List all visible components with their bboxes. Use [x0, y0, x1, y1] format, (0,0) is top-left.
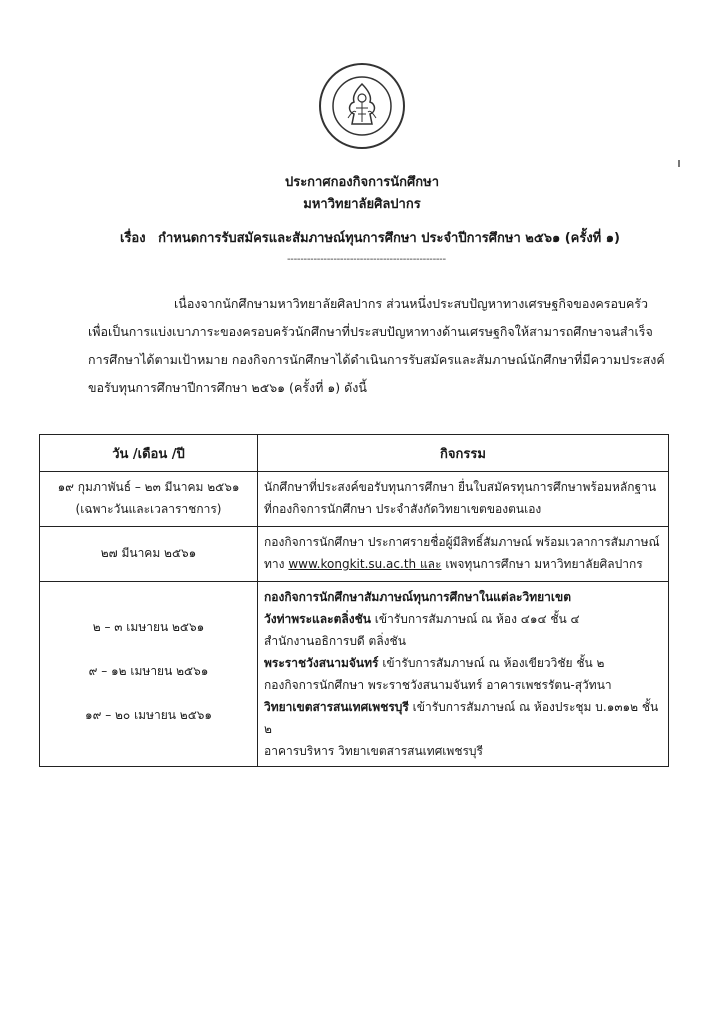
- activity-heading: กองกิจการนักศึกษาสัมภาษณ์ทุนการศึกษาในแต่ละวิทยาเขต: [264, 590, 572, 604]
- campus-name: พระราชวังสนามจันทร์: [264, 656, 379, 670]
- campus-detail: เข้ารับการสัมภาษณ์ ณ ห้องเขียววิชัย ชั้น ๒: [382, 656, 605, 670]
- header-divider: ------------------------------------------------: [287, 254, 446, 265]
- column-header-activity: กิจกรรม: [258, 435, 669, 472]
- campus-detail: เข้ารับการสัมภาษณ์ ณ ห้อง ๔๑๔ ชั้น ๔: [374, 612, 580, 626]
- campus-place: อาคารบริหาร วิทยาเขตสารสนเทศเพชรบุรี: [264, 744, 483, 758]
- date-text: ๑๙ – ๒๐ เมษายน ๒๕๖๑: [84, 708, 213, 722]
- campus-detail: เข้ารับการสัมภาษณ์ ณ ห้องประชุม บ.๑๓๑๒ ชั้น ๒: [264, 700, 659, 736]
- activity-cell: [258, 582, 669, 767]
- activity-cell: [258, 527, 669, 582]
- subject-text: กำหนดการรับสมัครและสัมภาษณ์ทุนการศึกษา ประจำปีการศึกษา ๒๕๖๑ (ครั้งที่ ๑): [158, 231, 620, 246]
- table-row: [40, 527, 669, 582]
- table-row: [40, 582, 669, 767]
- activity-text: นักศึกษาที่ประสงค์ขอรับทุนการศึกษา ยื่นใบสมัครทุนการศึกษาพร้อมหลักฐาน: [264, 480, 657, 494]
- date-cell: [40, 472, 258, 527]
- campus-entry: [264, 608, 662, 630]
- paragraph-line: ขอรับทุนการศึกษาปีการศึกษา ๒๕๖๑ (ครั้งที่ ๑) ดังนี้: [88, 380, 367, 395]
- date-text: ๒๗ มีนาคม ๒๕๖๑: [100, 546, 197, 560]
- university-name: มหาวิทยาลัยศิลปากร: [303, 197, 421, 212]
- subject-label: เรื่อง: [120, 231, 146, 246]
- scan-mark: [678, 160, 680, 167]
- date-note: (เฉพาะวันและเวลาราชการ): [75, 502, 222, 516]
- seal-emblem-icon: [318, 62, 406, 150]
- activity-suffix: เพจทุนการศึกษา มหาวิทยาลัยศิลปากร: [445, 557, 643, 571]
- paragraph-line: การศึกษาได้ตามเป้าหมาย กองกิจการนักศึกษาได้ดำเนินการรับสมัครและสัมภาษณ์นักศึกษาที่มีความประสงค์: [88, 352, 665, 367]
- activity-text: กองกิจการนักศึกษา ประกาศรายชื่อผู้มีสิทธิ์สัมภาษณ์ พร้อมเวลาการสัมภาษณ์: [264, 535, 660, 549]
- table-header-row: [40, 435, 669, 472]
- date-text: ๒ – ๓ เมษายน ๒๕๖๑: [92, 620, 205, 634]
- date-text: ๙ – ๑๒ เมษายน ๒๕๖๑: [88, 664, 209, 678]
- date-text: ๑๙ กุมภาพันธ์ – ๒๓ มีนาคม ๒๕๖๑: [57, 480, 240, 494]
- campus-entry: [264, 652, 662, 674]
- campus-name: วังท่าพระและตลิ่งชัน: [264, 612, 371, 626]
- schedule-table: [39, 434, 669, 767]
- website-link[interactable]: www.kongkit.su.ac.th และ: [288, 557, 442, 571]
- subject-line: [120, 228, 680, 250]
- date-cell: [40, 582, 258, 767]
- campus-place: กองกิจการนักศึกษา พระราชวังสนามจันทร์ อาคารเพชรรัตน-สุวัทนา: [264, 678, 612, 692]
- activity-prefix: ทาง: [264, 557, 285, 571]
- campus-name: วิทยาเขตสารสนเทศเพชรบุรี: [264, 700, 409, 714]
- university-seal: [318, 62, 406, 150]
- table-row: [40, 472, 669, 527]
- activity-text-with-link: [264, 553, 662, 575]
- paragraph-line: เพื่อเป็นการแบ่งเบาภาระของครอบครัวนักศึกษาที่ประสบปัญหาทางด้านเศรษฐกิจให้สามารถศึกษาจนสำเร็จ: [88, 324, 653, 339]
- intro-paragraph: [88, 290, 668, 402]
- activity-text: ที่กองกิจการนักศึกษา ประจำสังกัดวิทยาเขตของตนเอง: [264, 502, 542, 516]
- paragraph-line: เนื่องจากนักศึกษามหาวิทยาลัยศิลปากร ส่วนหนึ่งประสบปัญหาทางเศรษฐกิจของครอบครัว: [174, 296, 649, 311]
- campus-place: สำนักงานอธิการบดี ตลิ่งชัน: [264, 634, 406, 648]
- announcement-header: [0, 172, 724, 216]
- date-cell: [40, 527, 258, 582]
- column-header-date: วัน /เดือน /ปี: [40, 435, 258, 472]
- campus-entry: [264, 696, 662, 740]
- activity-cell: [258, 472, 669, 527]
- issuer-title: ประกาศกองกิจการนักศึกษา: [284, 175, 440, 190]
